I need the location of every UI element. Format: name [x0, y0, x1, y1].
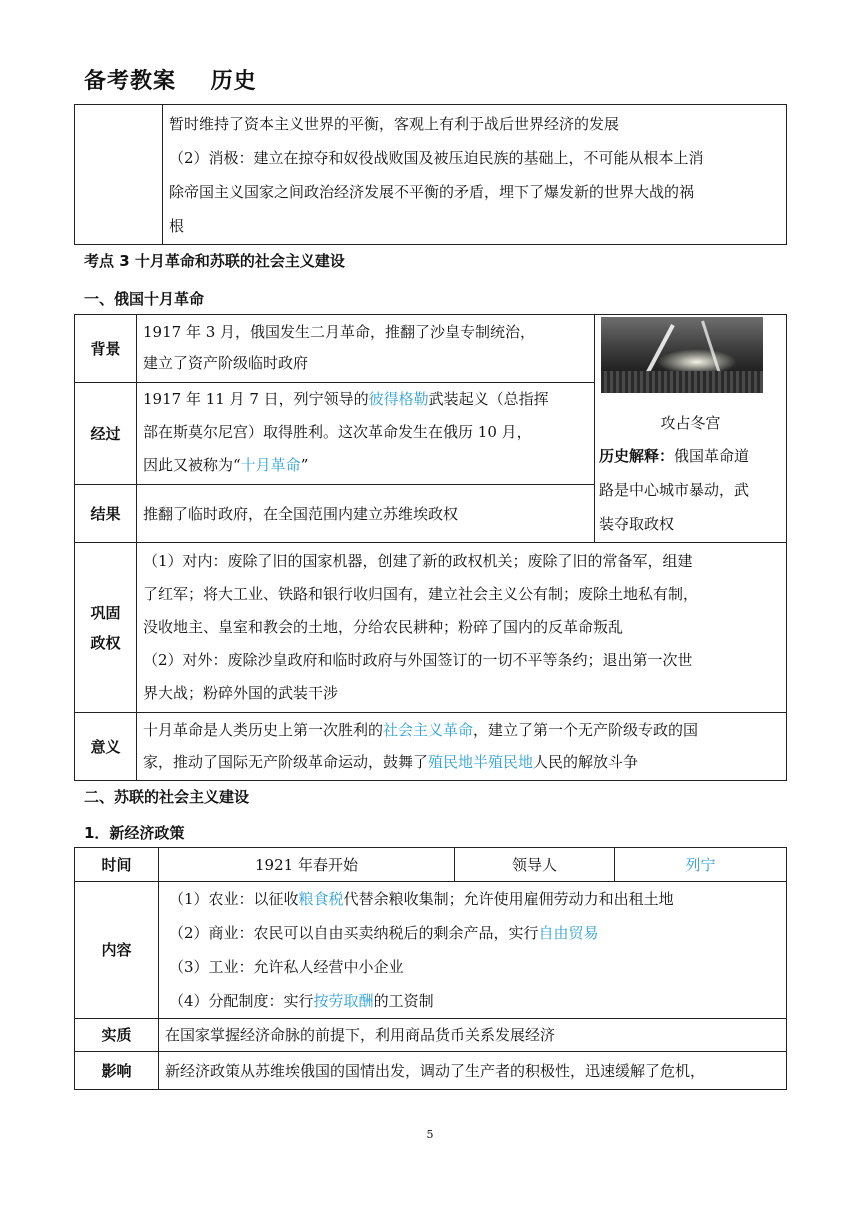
highlight-distribution: 按劳取酬 [313, 992, 374, 1010]
section-title: 考点 3 十月革命和苏联的社会主义建设 [84, 252, 345, 270]
text-line: 家，推动了国际无产阶级革命运动，鼓舞了殖民地半殖民地人民的解放斗争 [143, 753, 639, 771]
interp-text: 路是中心城市暴动，武 [599, 481, 750, 499]
text-line: 根 [169, 217, 185, 235]
subsection-title: 1．新经济政策 [84, 824, 185, 842]
empty-label-cell [75, 105, 163, 245]
interp-text: 装夺取政权 [599, 515, 675, 533]
impact-value: 新经济政策从苏维埃俄国的国情出发，调动了生产者的积极性，迅速缓解了危机， [159, 1052, 787, 1090]
text-line: （4）分配制度：实行按劳取酬的工资制 [169, 992, 434, 1010]
row-label: 结果 [75, 485, 137, 543]
highlight-free-trade: 自由贸易 [538, 924, 599, 942]
page-header-title: 备考教案 历史 [84, 69, 257, 94]
text-line: （2）商业：农民可以自由买卖纳税后的剩余产品，实行自由贸易 [169, 924, 599, 942]
content-cell [159, 882, 787, 1019]
text-line: （1）农业：以征收粮食税代替余粮收集制；允许使用雇佣劳动力和出租土地 [169, 890, 674, 908]
consolidate-cell [137, 543, 787, 713]
part-title: 一、俄国十月革命 [84, 290, 205, 308]
row-label: 背景 [75, 315, 137, 383]
image-side-cell [595, 315, 787, 543]
highlight-colonies: 殖民地半殖民地 [428, 753, 534, 771]
row-label: 内容 [75, 882, 159, 1019]
text-line: 除帝国主义国家之间政治经济发展不平衡的矛盾，埋下了爆发新的世界大战的祸 [169, 183, 695, 201]
significance-cell [137, 713, 787, 781]
highlight-petrograd: 彼得格勒 [368, 390, 429, 408]
row-label: 影响 [75, 1052, 159, 1090]
text-line: 了红军；将大工业、铁路和银行收归国有，建立社会主义公有制；废除土地私有制， [143, 585, 699, 603]
history-interpretation [599, 439, 782, 541]
essence-value: 在国家掌握经济命脉的前提下，利用商品货币关系发展经济 [159, 1019, 787, 1052]
page-number: 5 [426, 1128, 434, 1141]
text-line: （1）对内：废除了旧的国家机器，创建了新的政权机关；废除了旧的常备军，组建 [143, 552, 693, 570]
text-line: 没收地主、皇室和教会的土地，分给农民耕种；粉碎了国内的反革命叛乱 [143, 618, 624, 636]
image-caption: 攻占冬宫 [660, 414, 721, 432]
row-label: 时间 [75, 848, 159, 882]
october-revolution-table [74, 314, 787, 781]
text-line: 建立了资产阶级临时政府 [143, 354, 309, 372]
row-label: 经过 [75, 383, 137, 485]
text-line: 1917 年 11 月 7 日，列宁领导的彼得格勒武装起义（总指挥 [143, 390, 549, 408]
process-cell [137, 383, 595, 485]
result-cell: 推翻了临时政府，在全国范围内建立苏维埃政权 [137, 485, 595, 543]
interp-label: 历史解释： [599, 447, 675, 465]
background-cell [137, 315, 595, 383]
part-title: 二、苏联的社会主义建设 [84, 788, 250, 806]
time-value: 1921 年春开始 [159, 848, 455, 882]
text-line: （2）消极：建立在掠夺和奴役战败国及被压迫民族的基础上，不可能从根本上消 [169, 149, 704, 167]
text-line: 十月革命是人类历史上第一次胜利的社会主义革命，建立了第一个无产阶级专政的国 [143, 721, 699, 739]
nep-table [74, 847, 787, 1090]
highlight-october-revolution: 十月革命 [240, 456, 301, 474]
leader-label: 领导人 [455, 848, 615, 882]
row-label: 意义 [75, 713, 137, 781]
interp-text: 俄国革命道 [674, 447, 750, 465]
top-continuation-table [74, 104, 787, 245]
row-label: 巩固 政权 [75, 543, 137, 713]
text-line: （3）工业：允许私人经营中小企业 [169, 958, 404, 976]
row-label: 实质 [75, 1019, 159, 1052]
text-line: 因此又被称为“十月革命” [143, 456, 309, 474]
highlight-grain-tax: 粮食税 [298, 890, 344, 908]
text-line: （2）对外：废除沙皇政府和临时政府与外国签订的一切不平等条约；退出第一次世 [143, 651, 693, 669]
text-line: 部在斯莫尔尼宫）取得胜利。这次革命发生在俄历 10 月， [143, 423, 532, 441]
text-line: 界大战；粉碎外国的武装干涉 [143, 684, 339, 702]
storming-winter-palace-image [601, 317, 763, 393]
top-table-content [163, 105, 787, 245]
leader-value: 列宁 [615, 848, 787, 882]
text-line: 1917 年 3 月，俄国发生二月革命，推翻了沙皇专制统治， [143, 323, 536, 341]
highlight-socialist-revolution: 社会主义革命 [383, 721, 474, 739]
text-line: 暂时维持了资本主义世界的平衡，客观上有利于战后世界经济的发展 [169, 115, 620, 133]
